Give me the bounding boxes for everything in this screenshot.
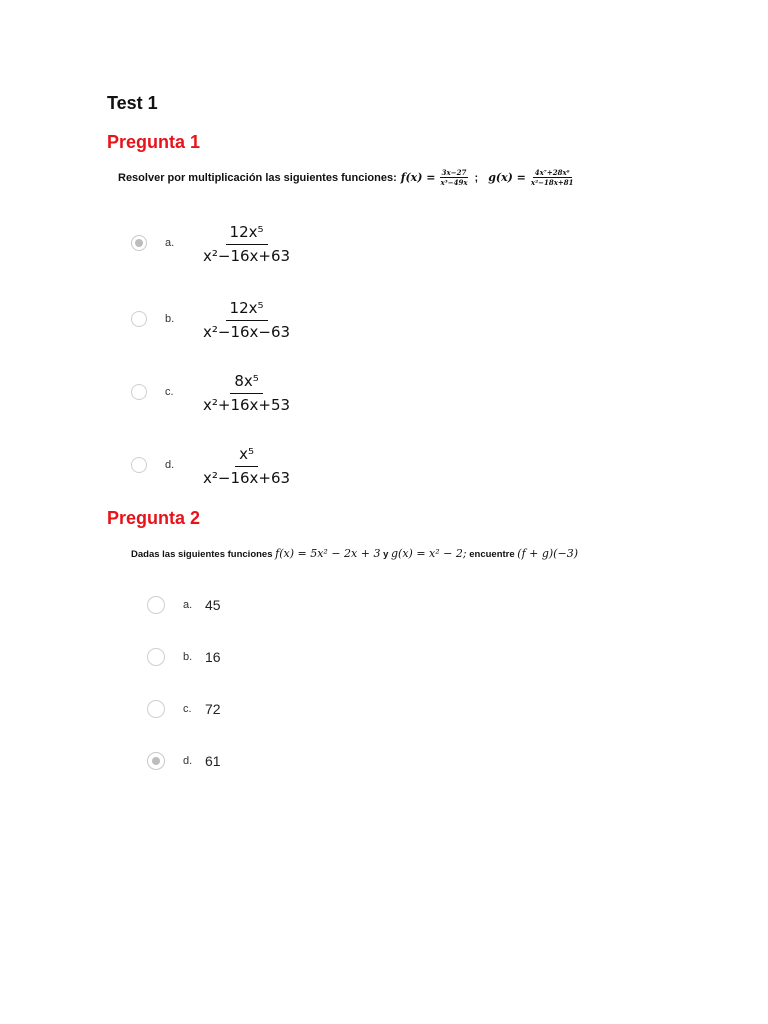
q1-option-a[interactable] [131,215,292,271]
option-denominator: x²−16x+63 [203,246,291,265]
radio-button[interactable] [147,648,165,666]
radio-button[interactable] [131,235,147,251]
option-value: 16 [205,649,221,665]
g-numerator: 4x⁷+28x⁶ [534,168,570,177]
option-fraction [201,444,292,487]
f-expression: f(x) = 5x² − 2x + 3 [275,547,381,560]
option-denominator: x²−16x−63 [203,322,291,341]
option-letter: d. [183,755,193,767]
option-numerator: x⁵ [235,444,258,467]
option-value: 72 [205,701,221,717]
option-letter: d. [165,459,175,471]
radio-button[interactable] [131,384,147,400]
q2-option-c[interactable] [147,698,221,720]
question-2-title: Pregunta 2 [107,508,201,528]
f-numerator: 3x−27 [441,168,467,177]
conjunction: y [380,549,392,560]
radio-button[interactable] [147,752,165,770]
g-expression: g(x) = x² − 2; [391,547,467,560]
q1-option-c[interactable] [131,364,292,420]
option-letter: c. [183,703,192,715]
question-2-prompt-intro: Dadas las siguientes funciones [131,549,276,560]
question-1-prompt-text: Resolver por multiplicación las siguientes funciones: [118,171,397,184]
question-1-prompt [118,168,579,187]
option-letter: b. [183,651,193,663]
f-label: f(x) = [400,171,436,184]
test-title: Test 1 [107,93,158,113]
option-denominator: x²+16x+53 [203,395,291,414]
q1-option-b[interactable] [131,291,292,347]
q2-option-d[interactable] [147,750,221,772]
option-fraction [201,222,292,265]
option-fraction [201,371,292,414]
option-fraction [201,298,292,341]
option-letter: b. [165,313,175,325]
option-numerator: 12x⁵ [226,298,268,321]
option-letter: c. [165,386,174,398]
question-2-prompt-mid: encuentre [466,549,518,560]
q2-option-b[interactable] [147,646,221,668]
option-letter: a. [183,599,193,611]
target-expression: (f + g)(−3) [517,547,578,560]
question-2-prompt [131,547,578,560]
f-fraction [438,168,469,187]
option-value: 45 [205,597,221,613]
q2-option-a[interactable] [147,594,221,616]
option-denominator: x²−16x+63 [203,468,291,487]
separator: ; [474,171,479,184]
option-numerator: 12x⁵ [226,222,268,245]
g-denominator: x²−18x+81 [530,178,574,187]
option-letter: a. [165,237,175,249]
option-numerator: 8x⁵ [230,371,262,394]
question-1-title: Pregunta 1 [107,132,201,152]
radio-button[interactable] [147,596,165,614]
g-fraction [529,168,576,187]
g-label: g(x) = [488,171,526,184]
q1-option-d[interactable] [131,437,292,493]
radio-button[interactable] [147,700,165,718]
radio-button[interactable] [131,311,147,327]
radio-button[interactable] [131,457,147,473]
f-denominator: x³−49x [440,178,468,187]
option-value: 61 [205,753,221,769]
